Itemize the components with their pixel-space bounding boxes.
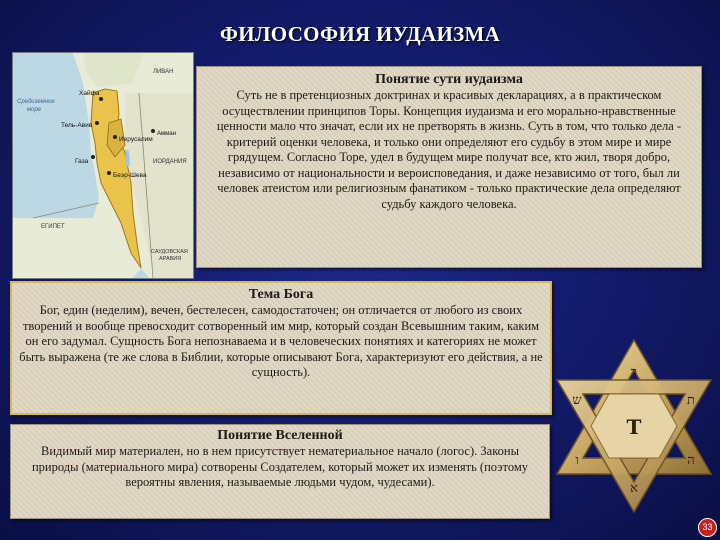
jerusalem-dot [113,135,117,139]
amman-dot [151,129,155,133]
god-title: Тема Бога [248,287,314,302]
god-section [10,281,552,415]
essence-text: Суть не в претенциозных доктринах и красивых декларациях, а в практическом осуществлении принципов Торы. Концепция иудаизма и его морально-нравственные ценности мало что значат, если их не претворять в жизнь. Суть в том, что только дела - критерий оценки человека, и только они определяют его судьбу в этом мире и мире грядущем. Согласно Торе, удел в будущем мире получат все, кто жил, творя добро, независимо от национальности и вероисповедания, и даже независимо от того, был ли человек атеистом или религиозным фанатиком - только практические дела определяют судьбу каждого человека. [216,88,682,211]
map-label-tel-aviv: Тель-Авив [61,122,93,129]
map-graphic [13,53,193,278]
star-letter-upper-right: ת [687,393,695,408]
star-letter-upper-left: ש [572,393,582,408]
map-label-saudi-2: АРАВИЯ [159,256,182,262]
israel-map [12,52,194,279]
essence-title: Понятие сути иудаизма [375,72,523,87]
map-label-saudi-1: САУДОВСКАЯ [151,249,188,255]
star-letter-bottom: א [630,481,638,496]
page-number-badge: 33 [698,518,717,537]
beersheba-dot [107,171,111,175]
map-label-haifa: Хайфа [79,90,100,97]
map-label-jordan: ИОРДАНИЯ [153,159,187,165]
star-letter-top: ר [630,365,638,380]
map-label-lebanon: ЛИВАН [153,69,174,75]
star-of-david-image [553,336,715,516]
universe-text: Видимый мир материален, но в нем присутствует нематериальное начало (логос). Законы природы (материального мира) сотворены Создателем, который может их изменять (поэтому вероятны явления, называемые людьми чудом, чудесами). [31,444,529,489]
gaza-dot [91,155,95,159]
map-label-gaza: Газа [75,158,89,165]
essence-section [196,66,702,268]
slide-title: ФИЛОСОФИЯ ИУДАИЗМА [219,22,501,46]
map-label-jerusalem: Иерусалим [119,136,153,143]
haifa-dot [99,97,103,101]
universe-section [10,424,550,519]
universe-title: Понятие Вселенной [217,428,343,443]
map-label-beersheba: Беэр-Шева [113,172,147,179]
map-label-sea-2: море [27,107,42,113]
star-letter-lower-left: ו [575,453,579,468]
map-label-egypt: ЕГИПЕТ [41,224,65,230]
map-label-amman: Амман [157,131,176,137]
star-letter-lower-right: ה [687,453,695,468]
map-label-sea-1: Средиземное [17,99,55,105]
tel-aviv-dot [95,121,99,125]
god-text: Бог, един (неделим), вечен, бестелесен, самодостаточен; он отличается от любого из своих творений и вообще превосходит сотворенный им мир, который создан Всевышним таким, каким он его задумал. Сущность Бога непознаваема и в человеческих понятиях и категориях не может быть выражена (те же слова в Библии, которые описывают Бога, характеризуют его действия, а не сущность). [19,303,543,379]
star-letter-center: T [626,415,642,439]
